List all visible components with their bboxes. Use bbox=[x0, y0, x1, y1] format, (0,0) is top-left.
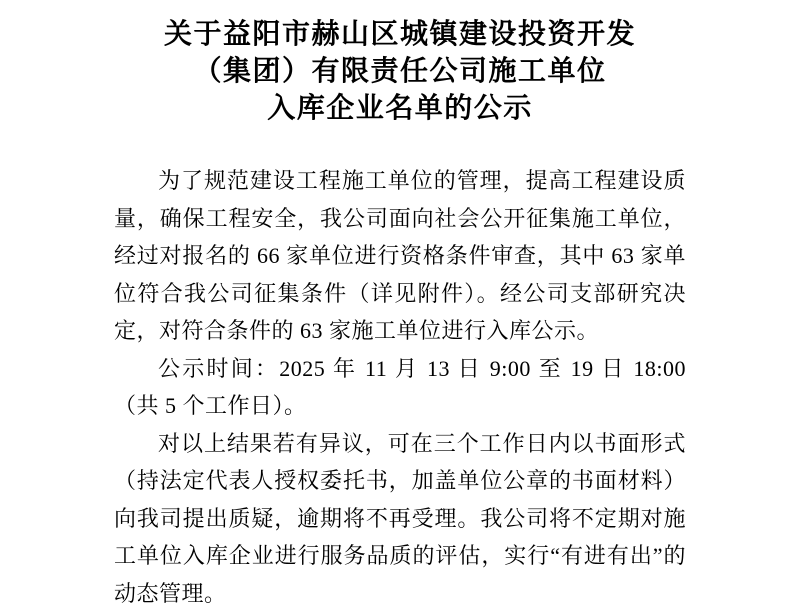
paragraph-objection: 对以上结果若有异议，可在三个工作日内以书面形式（持法定代表人授权委托书，加盖单位公章的书面材料）向我司提出质疑，逾期将不再受理。我公司将不定期对施工单位入库企业进行服务品质的评估，实行“有进有出”的动态管理。 bbox=[114, 430, 686, 606]
document-body bbox=[114, 162, 686, 612]
page-title bbox=[114, 15, 686, 126]
document-content bbox=[114, 0, 686, 612]
title-line-2: （集团）有限责任公司施工单位 bbox=[193, 55, 607, 86]
paragraph-publicity-time: 公示时间：2025 年 11 月 13 日 9:00 至 19 日 18:00（共 5 个工作日）。 bbox=[114, 355, 686, 418]
paragraph-intro: 为了规范建设工程施工单位的管理，提高工程建设质量，确保工程安全，我公司面向社会公开征集施工单位，经过对报名的 66 家单位进行资格条件审查，其中 63 家单位符合我公司征集条件（详见附件）。经公司支部研究决定，对符合条件的 63 家施工单位进行入库公示。 bbox=[114, 168, 686, 343]
title-line-3: 入库企业名单的公示 bbox=[267, 92, 533, 123]
title-line-1: 关于益阳市赫山区城镇建设投资开发 bbox=[163, 18, 636, 49]
